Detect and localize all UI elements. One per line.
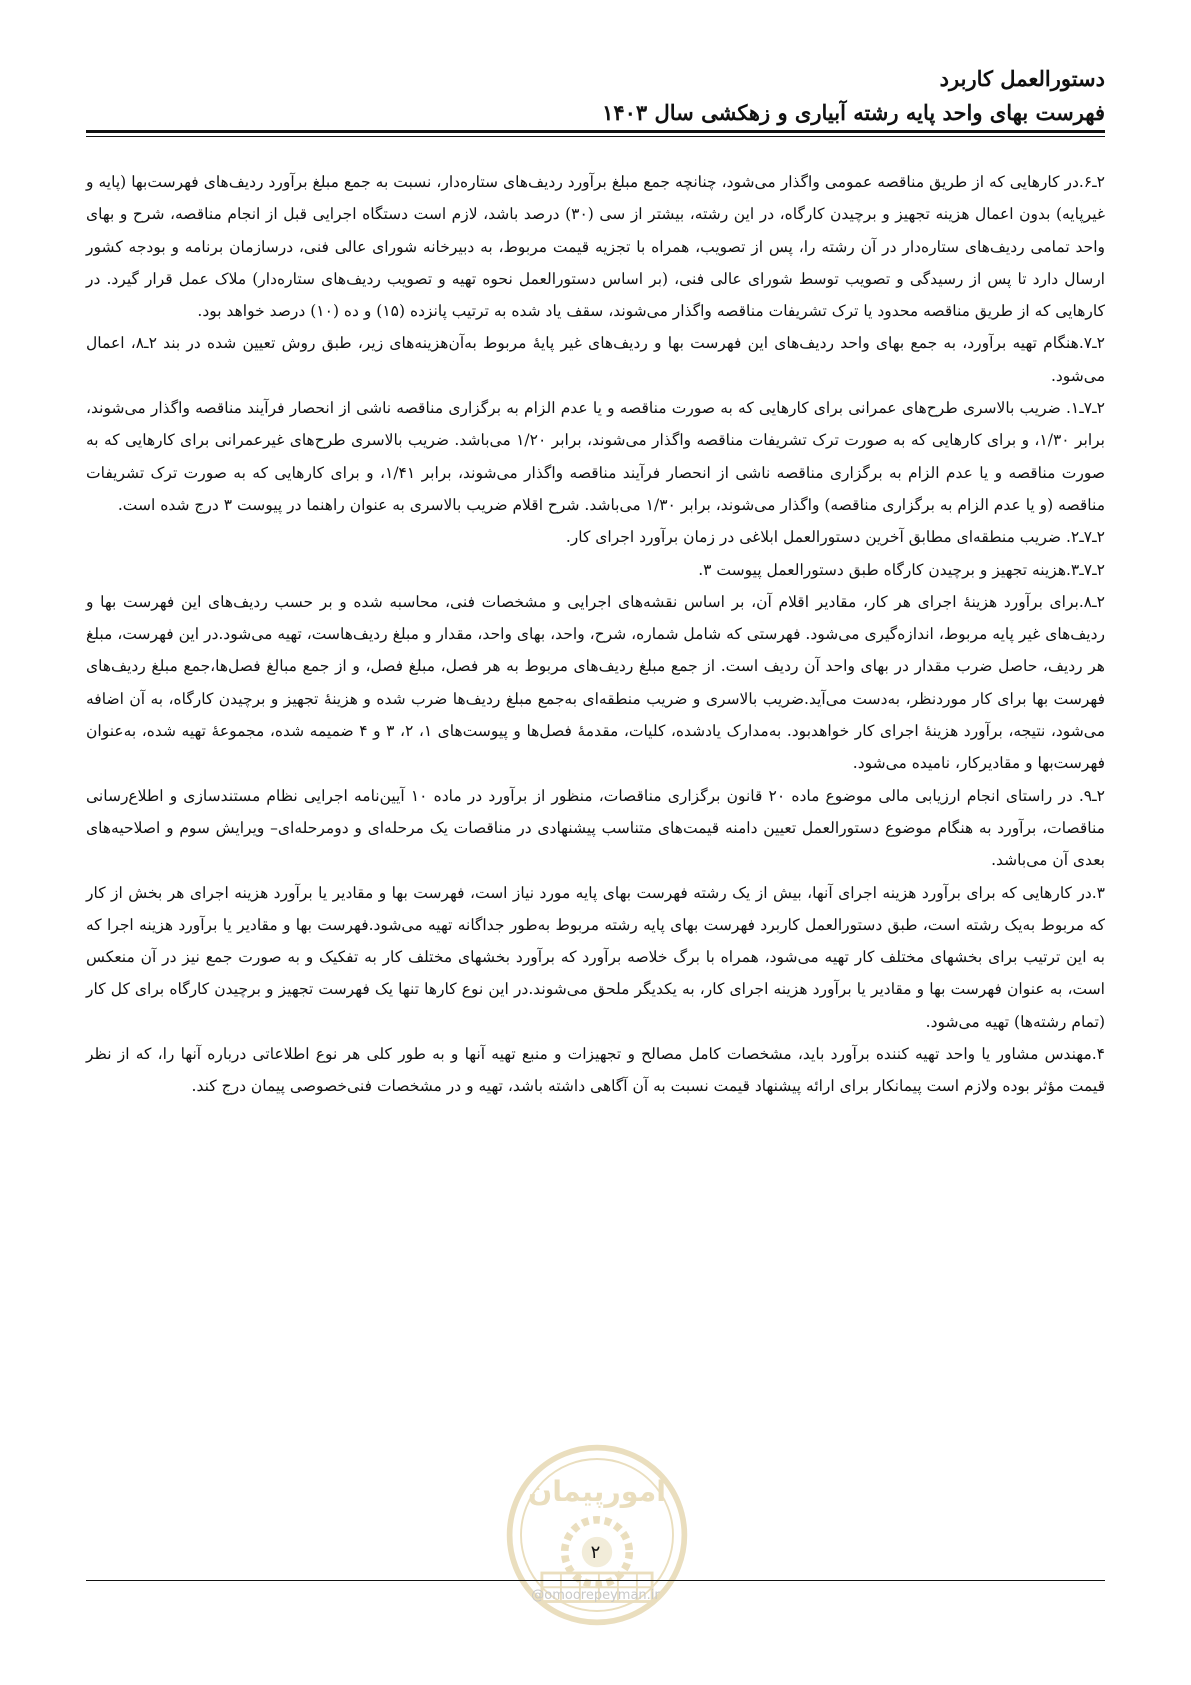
paragraph-3: ۳.در کارهایی که برای برآورد هزینه اجرای آنها، بیش از یک رشته فهرست بهای پایه مورد نیاز است، فهرست بها و مقادیر یا برآورد هزینه اجرای هر بخش از کار که مربوط به‌یک رشته است، طبق دستورالعمل کاربرد فهرست بهای پایه رشته مربوط به‌طور جداگانه تهیه می‌شود.فهرست بها و مقادیر یا برآورد هزینه اجرا که به این ترتیب برای بخشهای مختلف کار تهیه می‌شود، همراه با برگ خلاصه برآورد که برآورد بخشهای مختلف کار به تفکیک و به صورت جمع نیز در آن منعکس است، به عنوان فهرست بها و مقادیر یا برآورد هزینه اجرای کار، به یکدیگر ملحق می‌شوند.در این نوع کارها تنها یک فهرست تجهیز و برچیدن کارگاه برای کل کار (تمام رشته‌ها) تهیه می‌شود. — [86, 883, 1105, 1031]
header-rule-thick — [86, 130, 1105, 133]
seal-text: امورپیمان — [527, 1474, 667, 1508]
body-text — [86, 166, 1105, 1103]
header-title-line1: دستورالعمل کاربرد — [939, 66, 1105, 91]
header-title-line2: فهرست بهای واحد پایه رشته آبیاری و زهکشی سال ۱۴۰۳ — [602, 100, 1105, 125]
watermark-text: @omoorepeyman.ir — [531, 1588, 660, 1603]
paragraph-2-7-1: ۲ـ۷ـ۱. ضریب بالاسری طرح‌های عمرانی برای کارهایی که به صورت مناقصه و یا عدم الزام به برگزاری مناقصه ناشی از انحصار فرآیند مناقصه واگذار می‌شوند، برابر ۱/۳۰، و برای کارهایی که به صورت ترک تشریفات مناقصه واگذار می‌شوند، برابر ۱/۲۰ می‌باشد. ضریب بالاسری طرح‌های غیرعمرانی برای کارهایی که به صورت مناقصه و یا عدم الزام به برگزاری مناقصه ناشی از انحصار فرآیند مناقصه واگذار می‌شوند، برابر ۱/۴۱، و برای کارهایی که به صورت ترک تشریفات مناقصه (و یا عدم الزام به برگزاری مناقصه) واگذار می‌شوند، برابر ۱/۳۰ می‌باشد. شرح اقلام ضریب بالاسری به عنوان راهنما در پیوست ۳ درج شده است. — [86, 399, 1106, 514]
paragraph-2-8: ۲ـ۸.برای برآورد هزینهٔ اجرای هر کار، مقادیر اقلام آن، بر اساس نقشه‌های اجرایی و مشخصات فنی، محاسبه شده و بر حسب ردیف‌های این فهرست بها و ردیف‌های غیر پایه مربوط، اندازه‌گیری می‌شود. فهرستی که شامل شماره، شرح، واحد، بهای واحد، مقدار و مبلغ ردیف‌هاست، تهیه می‌شود.در این فهرست، مبلغ هر ردیف، حاصل ضرب مقدار در بهای واحد آن ردیف است. از جمع مبلغ ردیف‌های مربوط به هر فصل، مبلغ فصل، و از جمع مبالغ فصل‌ها،جمع مبلغ ردیف‌های فهرست بها برای کار موردنظر، به‌دست می‌آید.ضریب بالاسری و ضریب منطقه‌ای به‌جمع مبلغ ردیف‌ها ضرب شده و هزینهٔ تجهیز و برچیدن کارگاه، به آن اضافه می‌شود، نتیجه، برآورد هزینهٔ اجرای کار خواهدبود. به‌مدارک یادشده، کلیات، مقدمهٔ فصل‌ها و پیوست‌های ۱، ۲، ۳ و ۴ ضمیمه شده، مجموعهٔ تهیه شده، به‌عنوان فهرست‌بها و مقادیرکار، نامیده می‌شود. — [86, 592, 1105, 773]
footer-rule — [86, 1580, 1105, 1581]
paragraph-2-7-2: ۲ـ۷ـ۲. ضریب منطقه‌ای مطابق آخرین دستورالعمل ابلاغی در زمان برآورد اجرای کار. — [565, 528, 1105, 547]
paragraph-2-6: ۲ـ۶.در کارهایی که از طریق مناقصه عمومی واگذار می‌شود، چنانچه جمع مبلغ برآورد ردیف‌های ستاره‌دار، نسبت به جمع مبلغ برآورد ردیف‌های فهرست‌بها (پایه و غیرپایه) بدون اعمال هزینه تجهیز و برچیدن کارگاه، در این رشته، بیشتر از سی (۳۰) درصد باشد، لازم است دستگاه اجرایی قبل از انجام مناقصه، شرح و بهای واحد تمامی ردیف‌های ستاره‌دار در آن رشته را، پس از تصویب، همراه با تجزیه قیمت مربوط، به دبیرخانه شورای عالی فنی، درسازمان برنامه و بودجه کشور ارسال دارد تا پس از رسیدگی و تصویب توسط شورای عالی فنی، (بر اساس دستورالعمل نحوه تهیه و تصویب ردیف‌های ستاره‌دار) ملاک عمل قرار گیرد. در کارهایی که از طریق مناقصه محدود یا ترک تشریفات مناقصه واگذار می‌شوند، سقف یاد شده به ترتیب پانزده (۱۵) و ده (۱۰) درصد خواهد بود. — [86, 173, 1105, 321]
paragraph-2-7-3: ۲ـ۷ـ۳.هزینه تجهیز و برچیدن کارگاه طبق دستورالعمل پیوست ۳. — [698, 560, 1105, 579]
page-number: ۲ — [590, 1542, 601, 1563]
paragraph-2-9: ۲ـ۹. در راستای انجام ارزیابی مالی موضوع ماده ۲۰ قانون برگزاری مناقصات، منظور از برآورد در ماده ۱۰ آیین‌نامه اجرایی نظام مستندسازی و اطلاع‌رسانی مناقصات، برآورد به هنگام موضوع دستورالعمل تعیین دامنه قیمت‌های متناسب پیشنهادی در مناقصات یک مرحله‌ای و دومرحله‌ای– ویرایش سوم و اصلاحیه‌های بعدی آن می‌باشد. — [86, 786, 1105, 870]
paragraph-2-7: ۲ـ۷.هنگام تهیه برآورد، به جمع بهای واحد ردیف‌های این فهرست بها و ردیف‌های غیر پایهٔ مربوط به‌آن‌هزینه‌های زیر، طبق روش تعیین شده در بند ۲ـ۸، اعمال می‌شود. — [86, 334, 1105, 385]
header-rule-thin — [86, 136, 1105, 137]
page-header — [86, 62, 1105, 130]
paragraph-4: ۴.مهندس مشاور یا واحد تهیه کننده برآورد باید، مشخصات کامل مصالح و تجهیزات و منبع تهیه آنها و به طور کلی هر نوع اطلاعاتی درباره آنها را، که از نظر قیمت مؤثر بوده ولازم است پیمانکار برای ارائه پیشنهاد قیمت نسبت به آن آگاهی داشته باشد، تهیه و در مشخصات فنی‌خصوصی پیمان درج کند. — [86, 1045, 1105, 1096]
